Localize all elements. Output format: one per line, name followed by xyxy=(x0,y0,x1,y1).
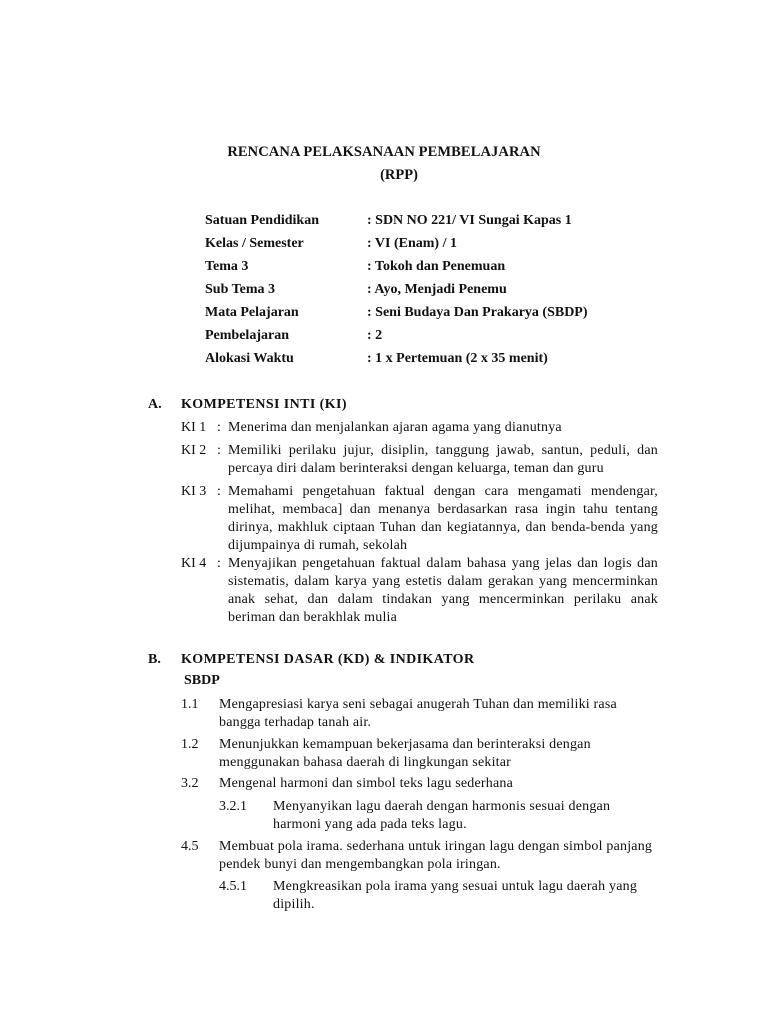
info-row-satuan xyxy=(205,212,665,232)
indicator-number: 3.2.1 xyxy=(219,799,247,814)
kd-text: Membuat pola irama. sederhana untuk iringan lagu dengan simbol panjang pendek bunyi dan mengembangkan pola iringan. xyxy=(219,839,653,872)
ki-number: KI 1 xyxy=(181,420,207,435)
ki-colon: : xyxy=(217,443,221,458)
kd-text: Mengenal harmoni dan simbol teks lagu sederhana xyxy=(219,776,513,791)
ki-number: KI 2 xyxy=(181,443,207,458)
info-value: : 1 x Pertemuan (2 x 35 menit) xyxy=(367,351,548,366)
info-row-pembelajaran xyxy=(205,327,665,347)
info-value: : Tokoh dan Penemuan xyxy=(367,259,506,274)
section-b-letter: B. xyxy=(148,652,161,667)
ki-colon: : xyxy=(217,420,221,435)
info-label: Tema 3 xyxy=(205,259,249,274)
info-value: : SDN NO 221/ VI Sungai Kapas 1 xyxy=(367,213,572,228)
ki-text: Memiliki perilaku jujur, disiplin, tanggung jawab, santun, peduli, dan percaya diri dalam berinteraksi dengan keluarga, teman dan guru xyxy=(228,443,658,476)
info-value: : 2 xyxy=(367,328,383,343)
info-label: Satuan Pendidikan xyxy=(205,213,319,228)
ki-text: Menyajikan pengetahuan faktual dalam bahasa yang jelas dan logis dan sistematis, dalam karya yang estetis dalam gerakan yang mencerminkan anak sehat, dan dalam tindakan yang mencerminkan perilaku anak beriman dan berakhlak mulia xyxy=(228,556,658,625)
document-subtitle: (RPP) xyxy=(380,167,418,183)
ki-colon: : xyxy=(217,484,221,499)
kd-text: Menunjukkan kemampuan bekerjasama dan berinteraksi dengan menggunakan bahasa daerah di lingkungan sekitar xyxy=(219,737,591,770)
info-row-mapel xyxy=(205,304,665,324)
info-label: Alokasi Waktu xyxy=(205,351,294,366)
info-row-alokasi xyxy=(205,350,665,370)
info-label: Mata Pelajaran xyxy=(205,305,299,320)
info-value: : Ayo, Menjadi Penemu xyxy=(367,282,507,297)
kd-text: Mengapresiasi karya seni sebagai anugerah Tuhan dan memiliki rasa bangga terhadap tanah air. xyxy=(219,697,617,730)
indicator-text: Menyanyikan lagu daerah dengan harmonis sesuai dengan harmoni yang ada pada teks lagu. xyxy=(273,799,611,832)
document-title: RENCANA PELAKSANAAN PEMBELAJARAN xyxy=(227,144,541,160)
info-label: Sub Tema 3 xyxy=(205,282,276,297)
section-a-letter: A. xyxy=(148,397,162,412)
ki-number: KI 3 xyxy=(181,484,207,499)
indicator-text: Mengkreasikan pola irama yang sesuai untuk lagu daerah yang dipilih. xyxy=(273,879,638,912)
kd-number: 4.5 xyxy=(181,839,199,854)
info-value: : Seni Budaya Dan Prakarya (SBDP) xyxy=(367,305,588,320)
kd-number: 1.2 xyxy=(181,737,199,752)
ki-number: KI 4 xyxy=(181,556,207,571)
info-value: : VI (Enam) / 1 xyxy=(367,236,457,251)
info-row-kelas xyxy=(205,235,665,255)
info-label: Pembelajaran xyxy=(205,328,289,343)
info-row-tema xyxy=(205,258,665,278)
info-row-subtema xyxy=(205,281,665,301)
ki-text: Menerima dan menjalankan ajaran agama yang dianutnya xyxy=(228,420,562,435)
kd-number: 1.1 xyxy=(181,697,199,712)
section-a-title: KOMPETENSI INTI (KI) xyxy=(181,397,347,412)
section-b-title: KOMPETENSI DASAR (KD) & INDIKATOR xyxy=(181,652,475,667)
indicator-number: 4.5.1 xyxy=(219,879,247,894)
ki-colon: : xyxy=(217,556,221,571)
info-label: Kelas / Semester xyxy=(205,236,304,251)
kd-number: 3.2 xyxy=(181,776,199,791)
ki-text: Memahami pengetahuan faktual dengan cara mengamati mendengar, melihat, membaca] dan menanya berdasarkan rasa ingin tahu tentang dirinya, makhluk ciptaan Tuhan dan kegiatannya, dan benda-benda yang dijumpainya di rumah, sekolah xyxy=(228,484,658,553)
subject-heading: SBDP xyxy=(184,673,220,688)
